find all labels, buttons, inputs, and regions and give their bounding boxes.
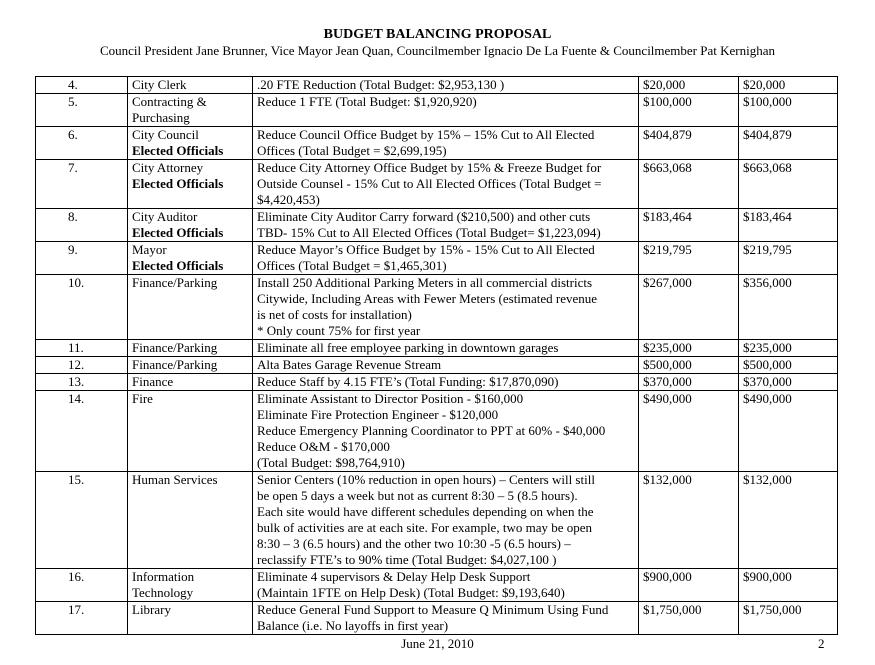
amount-cell (639, 357, 739, 374)
department-name: Mayor (132, 242, 167, 257)
description-line: Reduce Emergency Planning Coordinator to PPT at 60% - $40,000 (257, 423, 606, 438)
amount-year-2: $900,000 (743, 569, 792, 584)
table-row (36, 127, 838, 160)
description-cell (253, 160, 639, 209)
amount-cell (739, 160, 838, 209)
description-line: reclassify FTE’s to 90% time (Total Budget: $4,027,100 ) (257, 552, 557, 567)
amount-year-1: $267,000 (643, 275, 692, 290)
department-name: City Attorney (132, 160, 204, 175)
description-line: be open 5 days a week but not as current 8:30 – 5 (8.5 hours). (257, 488, 578, 503)
description-line: Balance (i.e. No layoffs in first year) (257, 618, 449, 633)
description-line: Eliminate Fire Protection Engineer - $120,000 (257, 407, 499, 422)
department-name: Finance/Parking (132, 357, 218, 372)
amount-year-1: $100,000 (643, 94, 692, 109)
amount-cell (639, 209, 739, 242)
department-name: Technology (132, 585, 194, 600)
amount-cell (739, 77, 838, 94)
description-line: Offices (Total Budget = $1,465,301) (257, 258, 447, 273)
item-number-text: 10. (68, 275, 85, 290)
table-row (36, 374, 838, 391)
department-cell (128, 160, 253, 209)
department-cell (128, 357, 253, 374)
item-number-text: 6. (68, 127, 78, 142)
item-number-text: 17. (68, 602, 85, 617)
table-row (36, 275, 838, 340)
amount-cell (639, 127, 739, 160)
item-number-text: 8. (68, 209, 78, 224)
amount-year-1: $183,464 (643, 209, 692, 224)
item-number-text: 13. (68, 374, 85, 389)
description-line: 8:30 – 3 (6.5 hours) and the other two 10:30 -5 (6.5 hours) – (257, 536, 571, 551)
amount-year-2: $235,000 (743, 340, 792, 355)
description-line: Alta Bates Garage Revenue Stream (257, 357, 442, 372)
description-cell (253, 391, 639, 472)
amount-cell (639, 391, 739, 472)
document-title: BUDGET BALANCING PROPOSAL (323, 27, 552, 42)
description-line: Reduce Council Office Budget by 15% – 15% Cut to All Elected (257, 127, 595, 142)
amount-cell (639, 569, 739, 602)
amount-cell (639, 160, 739, 209)
item-number (36, 77, 128, 94)
department-cell (128, 94, 253, 127)
item-number (36, 127, 128, 160)
amount-cell (739, 472, 838, 569)
description-cell (253, 94, 639, 127)
description-cell (253, 275, 639, 340)
item-number (36, 275, 128, 340)
item-number (36, 357, 128, 374)
item-number (36, 340, 128, 357)
description-line: Each site would have different schedules depending on when the (257, 504, 594, 519)
item-number (36, 160, 128, 209)
amount-cell (639, 340, 739, 357)
amount-cell (739, 357, 838, 374)
amount-year-1: $1,750,000 (643, 602, 702, 617)
description-cell (253, 602, 639, 635)
elected-officials-label: Elected Officials (132, 225, 224, 240)
amount-cell (739, 340, 838, 357)
description-line: Offices (Total Budget = $2,699,195) (257, 143, 447, 158)
description-line: bulk of activities are at each site. For example, two may be open (257, 520, 592, 535)
item-number (36, 209, 128, 242)
department-name: Information (132, 569, 195, 584)
department-name: Finance (132, 374, 174, 389)
document-subtitle: Council President Jane Brunner, Vice Mayor Jean Quan, Councilmember Ignacio De La Fuente & Councilmember Pat Kernighan (99, 43, 775, 58)
department-cell (128, 391, 253, 472)
description-line: Install 250 Additional Parking Meters in all commercial districts (257, 275, 593, 290)
amount-cell (739, 127, 838, 160)
item-number (36, 569, 128, 602)
amount-year-2: $356,000 (743, 275, 792, 290)
amount-year-1: $132,000 (643, 472, 692, 487)
description-line: $4,420,453) (257, 192, 320, 207)
department-cell (128, 77, 253, 94)
department-name: City Auditor (132, 209, 198, 224)
item-number-text: 16. (68, 569, 85, 584)
description-cell (253, 569, 639, 602)
department-name: City Clerk (132, 77, 187, 92)
table-row (36, 94, 838, 127)
description-cell (253, 209, 639, 242)
department-cell (128, 374, 253, 391)
elected-officials-label: Elected Officials (132, 258, 224, 273)
elected-officials-label: Elected Officials (132, 143, 224, 158)
amount-year-1: $219,795 (643, 242, 692, 257)
amount-cell (639, 602, 739, 635)
table-row (36, 569, 838, 602)
budget-table-body (36, 77, 838, 635)
department-name: Human Services (132, 472, 218, 487)
item-number-text: 11. (68, 340, 84, 355)
description-line: Outside Counsel - 15% Cut to All Elected Offices (Total Budget = (257, 176, 602, 191)
description-line: .20 FTE Reduction (Total Budget: $2,953,130 ) (257, 77, 505, 92)
department-cell (128, 275, 253, 340)
footer-date: June 21, 2010 (401, 636, 474, 651)
table-row (36, 602, 838, 635)
item-number (36, 602, 128, 635)
department-cell (128, 340, 253, 357)
amount-year-1: $370,000 (643, 374, 692, 389)
table-row (36, 340, 838, 357)
department-cell (128, 569, 253, 602)
description-line: Reduce City Attorney Office Budget by 15% & Freeze Budget for (257, 160, 602, 175)
amount-year-2: $1,750,000 (743, 602, 802, 617)
item-number-text: 5. (68, 94, 78, 109)
table-row (36, 242, 838, 275)
department-cell (128, 602, 253, 635)
description-cell (253, 127, 639, 160)
description-line: Eliminate 4 supervisors & Delay Help Desk Support (257, 569, 531, 584)
amount-cell (639, 94, 739, 127)
amount-year-2: $370,000 (743, 374, 792, 389)
item-number-text: 15. (68, 472, 85, 487)
amount-year-1: $900,000 (643, 569, 692, 584)
amount-year-2: $132,000 (743, 472, 792, 487)
amount-cell (639, 472, 739, 569)
table-row (36, 160, 838, 209)
table-row (36, 77, 838, 94)
description-cell (253, 357, 639, 374)
department-cell (128, 472, 253, 569)
item-number (36, 374, 128, 391)
amount-year-1: $663,068 (643, 160, 692, 175)
description-cell (253, 340, 639, 357)
elected-officials-label: Elected Officials (132, 176, 224, 191)
item-number-text: 12. (68, 357, 85, 372)
amount-cell (739, 242, 838, 275)
item-number-text: 4. (68, 77, 78, 92)
amount-cell (739, 275, 838, 340)
description-line: Reduce 1 FTE (Total Budget: $1,920,920) (257, 94, 477, 109)
description-cell (253, 472, 639, 569)
description-line: Reduce General Fund Support to Measure Q Minimum Using Fund (257, 602, 609, 617)
table-row (36, 357, 838, 374)
item-number-text: 7. (68, 160, 78, 175)
amount-year-1: $404,879 (643, 127, 692, 142)
amount-cell (639, 77, 739, 94)
amount-cell (739, 209, 838, 242)
department-name: Library (132, 602, 171, 617)
department-name: Fire (132, 391, 153, 406)
amount-year-1: $490,000 (643, 391, 692, 406)
table-row (36, 391, 838, 472)
item-number (36, 242, 128, 275)
item-number-text: 14. (68, 391, 85, 406)
item-number (36, 94, 128, 127)
description-cell (253, 242, 639, 275)
item-number (36, 391, 128, 472)
page-number: 2 (818, 636, 825, 651)
description-line: Eliminate all free employee parking in downtown garages (257, 340, 559, 355)
item-number (36, 472, 128, 569)
amount-year-2: $500,000 (743, 357, 792, 372)
department-cell (128, 127, 253, 160)
description-cell (253, 77, 639, 94)
amount-year-2: $490,000 (743, 391, 792, 406)
amount-cell (739, 569, 838, 602)
description-cell (253, 374, 639, 391)
amount-cell (739, 602, 838, 635)
department-name: Finance/Parking (132, 275, 218, 290)
department-cell (128, 209, 253, 242)
amount-cell (739, 391, 838, 472)
table-row (36, 472, 838, 569)
department-name: Contracting & (132, 94, 207, 109)
department-name: Finance/Parking (132, 340, 218, 355)
amount-year-2: $663,068 (743, 160, 792, 175)
amount-year-2: $20,000 (743, 77, 786, 92)
description-line: Citywide, Including Areas with Fewer Meters (estimated revenue (257, 291, 598, 306)
description-line: (Total Budget: $98,764,910) (257, 455, 405, 470)
amount-cell (639, 242, 739, 275)
description-line: Reduce Staff by 4.15 FTE’s (Total Funding: $17,870,090) (257, 374, 559, 389)
description-line: (Maintain 1FTE on Help Desk) (Total Budget: $9,193,640) (257, 585, 565, 600)
amount-year-1: $20,000 (643, 77, 686, 92)
department-cell (128, 242, 253, 275)
description-line: Senior Centers (10% reduction in open hours) – Centers will still (257, 472, 595, 487)
amount-year-2: $183,464 (743, 209, 792, 224)
department-name: Purchasing (132, 110, 190, 125)
amount-year-1: $235,000 (643, 340, 692, 355)
amount-year-2: $404,879 (743, 127, 792, 142)
amount-year-1: $500,000 (643, 357, 692, 372)
description-line: Reduce O&M - $170,000 (257, 439, 390, 454)
amount-year-2: $219,795 (743, 242, 792, 257)
item-number-text: 9. (68, 242, 78, 257)
department-name: City Council (132, 127, 199, 142)
description-line: TBD- 15% Cut to All Elected Offices (Total Budget= $1,223,094) (257, 225, 601, 240)
amount-cell (739, 374, 838, 391)
table-row (36, 209, 838, 242)
description-line: is net of costs for installation) (257, 307, 412, 322)
amount-year-2: $100,000 (743, 94, 792, 109)
description-line: Reduce Mayor’s Office Budget by 15% - 15% Cut to All Elected (257, 242, 595, 257)
budget-table (35, 76, 838, 635)
amount-cell (639, 275, 739, 340)
description-line: Eliminate City Auditor Carry forward ($210,500) and other cuts (257, 209, 591, 224)
description-line: * Only count 75% for first year (257, 323, 421, 338)
description-line: Eliminate Assistant to Director Position - $160,000 (257, 391, 524, 406)
amount-cell (739, 94, 838, 127)
amount-cell (639, 374, 739, 391)
